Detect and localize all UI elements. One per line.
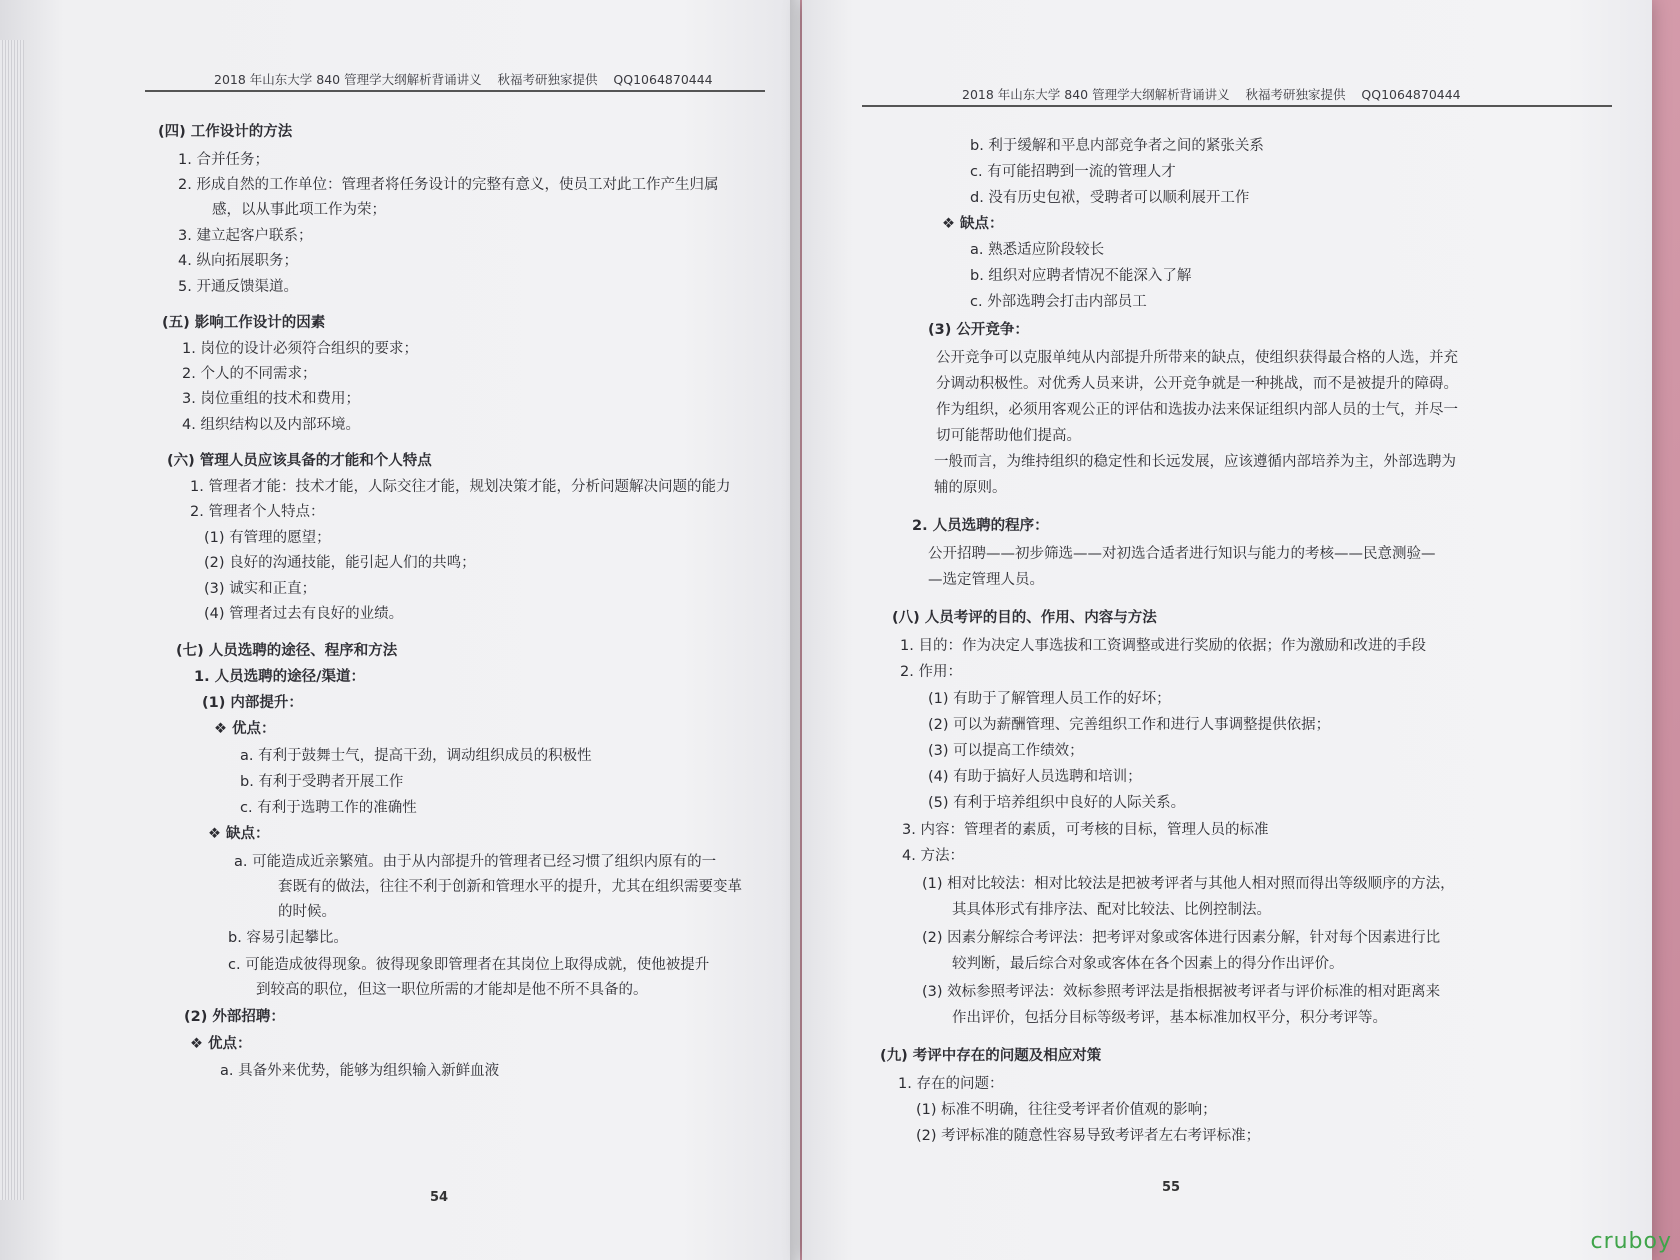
list-item: c. 外部选聘会打击内部员工 bbox=[970, 294, 1147, 310]
sub-list-item: (3) 可以提高工作绩效； bbox=[928, 743, 1084, 759]
left-page bbox=[0, 0, 800, 1260]
left-header bbox=[214, 70, 713, 88]
list-item: 4. 方法： bbox=[902, 848, 964, 864]
list-item: 4. 纵向拓展职务； bbox=[178, 253, 298, 269]
list-item: b. 组织对应聘者情况不能深入了解 bbox=[970, 268, 1192, 284]
list-item: 1. 存在的问题： bbox=[898, 1076, 1004, 1092]
list-item: 2. 个人的不同需求； bbox=[182, 366, 317, 382]
list-item: 3. 建立起客户联系； bbox=[178, 228, 313, 244]
list-item: 2. 作用： bbox=[900, 664, 962, 680]
right-header-rule bbox=[862, 105, 1612, 107]
list-item: 2. 管理者个人特点： bbox=[190, 504, 325, 520]
list-item: a. 可能造成近亲繁殖。由于从内部提升的管理者已经习惯了组织内原有的一 bbox=[234, 854, 717, 870]
watermark: cruboy bbox=[1590, 1229, 1672, 1254]
paragraph-line: 作为组织，必须用客观公正的评估和选拔办法来保证组织内部人员的士气，并尽一 bbox=[936, 402, 1458, 418]
list-item-continuation: 其具体形式有排序法、配对比较法、比例控制法。 bbox=[952, 902, 1271, 918]
bullet-heading: ❖ 缺点： bbox=[208, 826, 270, 842]
header-publisher: 秋福考研独家提供 bbox=[1245, 87, 1346, 102]
list-item: d. 没有历史包袱，受聘者可以顺利展开工作 bbox=[970, 190, 1250, 206]
sub-list-item: (1) 有助于了解管理人员工作的好坏； bbox=[928, 691, 1171, 707]
subsection-heading: (2) 外部招聘： bbox=[184, 1009, 285, 1025]
list-item-continuation: 的时候。 bbox=[278, 904, 336, 920]
section-heading: (四) 工作设计的方法 bbox=[158, 124, 293, 140]
page-number: 54 bbox=[430, 1190, 449, 1205]
list-item: a. 熟悉适应阶段较长 bbox=[970, 242, 1105, 258]
list-item: 1. 目的：作为决定人事选拔和工资调整或进行奖励的依据；作为激励和改进的手段 bbox=[900, 638, 1426, 654]
left-header-rule bbox=[145, 90, 765, 92]
paragraph-line: 切可能帮助他们提高。 bbox=[936, 428, 1081, 444]
sub-list-item: (2) 良好的沟通技能，能引起人们的共鸣； bbox=[204, 555, 476, 571]
header-contact: QQ1064870444 bbox=[613, 72, 713, 87]
list-item: a. 有利于鼓舞士气，提高干劲，调动组织成员的积极性 bbox=[240, 748, 592, 764]
list-item: 3. 岗位重组的技术和费用； bbox=[182, 391, 360, 407]
bullet-heading: ❖ 缺点： bbox=[942, 216, 1004, 232]
paragraph-line: 公开竞争可以克服单纯从内部提升所带来的缺点，使组织获得最合格的人选，并充 bbox=[936, 350, 1458, 366]
sub-list-item: (4) 有助于搞好人员选聘和培训； bbox=[928, 769, 1142, 785]
list-item: 2. 形成自然的工作单位：管理者将任务设计的完整有意义，使员工对此工作产生归属 bbox=[178, 177, 719, 193]
sub-list-item: (1) 有管理的愿望； bbox=[204, 530, 331, 546]
list-item-continuation: 到较高的职位，但这一职位所需的才能却是他不所不具备的。 bbox=[256, 982, 648, 998]
header-title: 2018 年山东大学 840 管理学大纲解析背诵讲义 bbox=[214, 72, 482, 87]
list-item: b. 有利于受聘者开展工作 bbox=[240, 774, 404, 790]
paragraph-line: 辅的原则。 bbox=[934, 480, 1007, 496]
bullet-heading: ❖ 优点： bbox=[190, 1036, 252, 1052]
sub-list-item: (1) 相对比较法：相对比较法是把被考评者与其他人相对照而得出等级顺序的方法， bbox=[922, 876, 1455, 892]
list-item: c. 有利于选聘工作的准确性 bbox=[240, 800, 417, 816]
page-number: 55 bbox=[1162, 1180, 1181, 1195]
sub-list-item: (2) 考评标准的随意性容易导致考评者左右考评标准； bbox=[916, 1128, 1261, 1144]
list-item-continuation: 较判断，最后综合对象或客体在各个因素上的得分作出评价。 bbox=[952, 956, 1344, 972]
right-page bbox=[802, 0, 1652, 1260]
list-item: 1. 管理者才能：技术才能，人际交往才能，规划决策才能，分析问题解决问题的能力 bbox=[190, 479, 731, 495]
list-item: a. 具备外来优势，能够为组织输入新鲜血液 bbox=[220, 1063, 500, 1079]
list-item: 1. 岗位的设计必须符合组织的要求； bbox=[182, 341, 418, 357]
header-title: 2018 年山东大学 840 管理学大纲解析背诵讲义 bbox=[962, 87, 1230, 102]
page-edges bbox=[0, 40, 24, 1200]
section-heading: (九) 考评中存在的问题及相应对策 bbox=[880, 1048, 1102, 1064]
subsection-heading: 1. 人员选聘的途径/渠道： bbox=[194, 669, 365, 685]
list-item: 1. 合并任务； bbox=[178, 152, 269, 168]
section-heading: (五) 影响工作设计的因素 bbox=[162, 315, 326, 331]
list-item: c. 有可能招聘到一流的管理人才 bbox=[970, 164, 1176, 180]
section-heading: (八) 人员考评的目的、作用、内容与方法 bbox=[892, 610, 1157, 626]
sub-list-item: (5) 有利于培养组织中良好的人际关系。 bbox=[928, 795, 1186, 811]
list-item: b. 容易引起攀比。 bbox=[228, 930, 348, 946]
list-item: 5. 开通反馈渠道。 bbox=[178, 279, 298, 295]
section-heading: (六) 管理人员应该具备的才能和个人特点 bbox=[167, 453, 432, 469]
list-item-continuation: 套既有的做法，往往不利于创新和管理水平的提升，尤其在组织需要变革 bbox=[278, 879, 742, 895]
sub-list-item: (3) 效标参照考评法：效标参照考评法是指根据被考评者与评价标准的相对距离来 bbox=[922, 984, 1441, 1000]
subsection-heading: 2. 人员选聘的程序： bbox=[912, 518, 1049, 534]
sub-list-item: (1) 标准不明确，往往受考评者价值观的影响； bbox=[916, 1102, 1217, 1118]
paragraph-line: 公开招聘——初步筛选——对初选合适者进行知识与能力的考核——民意测验— bbox=[928, 546, 1436, 562]
header-contact: QQ1064870444 bbox=[1361, 87, 1461, 102]
sub-list-item: (2) 因素分解综合考评法：把考评对象或客体进行因素分解，针对每个因素进行比 bbox=[922, 930, 1441, 946]
header-publisher: 秋福考研独家提供 bbox=[497, 72, 598, 87]
subsection-heading: (1) 内部提升： bbox=[202, 695, 303, 711]
right-header bbox=[962, 85, 1461, 103]
sub-list-item: (4) 管理者过去有良好的业绩。 bbox=[204, 606, 404, 622]
list-item: 3. 内容：管理者的素质，可考核的目标，管理人员的标准 bbox=[902, 822, 1269, 838]
list-item-continuation: 作出评价，包括分目标等级考评，基本标准加权平分，积分考评等。 bbox=[952, 1010, 1387, 1026]
sub-list-item: (3) 诚实和正直； bbox=[204, 581, 317, 597]
list-item: c. 可能造成彼得现象。彼得现象即管理者在其岗位上取得成就，使他被提升 bbox=[228, 957, 710, 973]
list-item: b. 利于缓解和平息内部竞争者之间的紧张关系 bbox=[970, 138, 1264, 154]
sub-list-item: (2) 可以为薪酬管理、完善组织工作和进行人事调整提供依据； bbox=[928, 717, 1331, 733]
paragraph-line: 分调动积极性。对优秀人员来讲，公开竞争就是一种挑战，而不是被提升的障碍。 bbox=[936, 376, 1458, 392]
section-heading: (七) 人员选聘的途径、程序和方法 bbox=[176, 643, 398, 659]
paragraph-line: —选定管理人员。 bbox=[928, 572, 1044, 588]
list-item: 4. 组织结构以及内部环境。 bbox=[182, 417, 360, 433]
paragraph-line: 一般而言，为维持组织的稳定性和长远发展，应该遵循内部培养为主，外部选聘为 bbox=[934, 454, 1456, 470]
list-item-continuation: 感，以从事此项工作为荣； bbox=[212, 202, 386, 218]
bullet-heading: ❖ 优点： bbox=[214, 721, 276, 737]
subsection-heading: (3) 公开竞争： bbox=[928, 322, 1029, 338]
